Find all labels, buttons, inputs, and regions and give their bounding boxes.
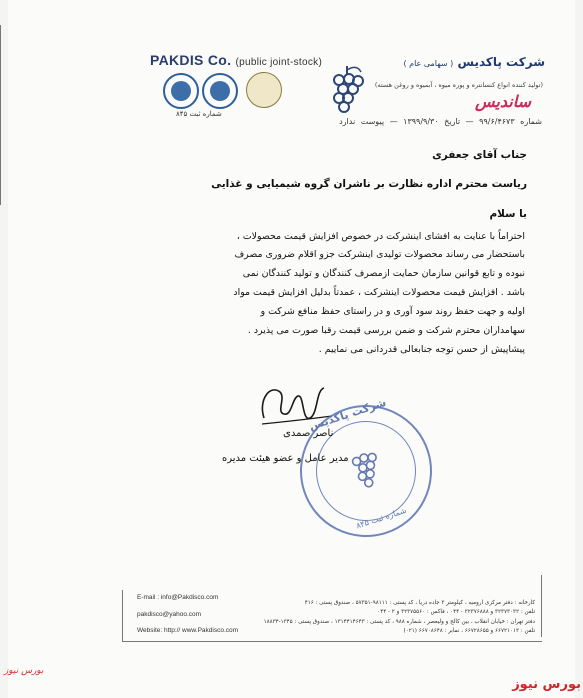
body-line: اولیه و جهت حفظ روند سود آوری و در راستای حفظ منافع شرکت و bbox=[260, 306, 525, 317]
company-stamp: شرکت پاکدیس شماره ثبت ۸۴۵ bbox=[283, 388, 449, 554]
scan-edge bbox=[0, 25, 1, 205]
company-description: (تولید کننده انواع کنسانتره و پوره میوه ، آبمیوه و روغن هسته) bbox=[374, 81, 543, 89]
brand-logo: ساندیس bbox=[475, 92, 531, 111]
footer-website: Website: http:// www.Pakdisco.com bbox=[137, 627, 239, 634]
signer-title: مدیر عامل و عضو هیئت مدیره bbox=[222, 453, 349, 464]
scan-edge bbox=[122, 641, 542, 642]
footer-address: تلفن : ۶۶۷۲۱۰۱۲ و ۶۶۷۲۸۶۵۵ ، نمابر : ۶۶۷۰۸۶۴۸ (۰۲۱) bbox=[403, 628, 535, 634]
footer-email: E-mail : info@Pakdisco.com bbox=[137, 594, 219, 601]
body-line: احتراماً با عنایت به افشای اینشرکت در خصوص افزایش قیمت محصولات ، bbox=[236, 231, 525, 242]
news-brand-watermark: بورس نیوز bbox=[512, 677, 581, 692]
addressee: جناب آقای جعفری bbox=[432, 149, 527, 161]
body-line: باشد . افزایش قیمت محصولات اینشرکت ، عمدتاً بدلیل افزایش قیمت مواد bbox=[233, 287, 525, 298]
footer-email-alt: pakdisco@yahoo.com bbox=[137, 611, 202, 618]
body-line: سهامداران محترم شرکت و ضمن بررسی قیمت رقبا صورت می پذیرد . bbox=[247, 325, 525, 336]
iso-seal-icon bbox=[202, 73, 238, 109]
company-name-fa: شرکت پاکدیس ( سهامی عام ) bbox=[403, 55, 545, 69]
corner-watermark: بورس نیوز bbox=[4, 666, 44, 676]
signer-name: ناصر صمدی bbox=[283, 428, 334, 439]
scan-edge bbox=[541, 575, 542, 637]
reference-line: شماره ۹۹/۶/۴۶۷۳ — تاریخ ۱۳۹۹/۹/۳۰ — پیوست ندارد bbox=[339, 117, 542, 126]
body-line: نبوده و تابع قوانین سازمان حمایت ازمصرف کنندگان و تولید کنندگان نمی bbox=[242, 268, 525, 279]
grape-logo-icon bbox=[327, 62, 367, 114]
body-line: پیشاپیش از حسن توجه جنابعالی قدردانی می نماییم . bbox=[318, 344, 525, 355]
footer-address: تلفن : ۳۲۳۷۳۰۳۲ و ۳۲۳۷۶۸۸۸ - ۰۴۴ ، فاکس : ۳۲۳۷۵۵۶۰ و ۲ - ۰۴۴ bbox=[377, 609, 535, 615]
footer-address: دفتر تهران : خیابان انقلاب ، بین کالج و ولیعصر ، شماره ۹۸۸ ، کد پستی : ۱۳۱۴۴۱۴۶۴۳ ، صندوق پستی : ۱۳۴۵-۱۸۸۳۴ bbox=[263, 619, 535, 625]
greeting: با سلام bbox=[489, 208, 527, 220]
iso-seal-icon bbox=[163, 73, 199, 109]
registration-number: شماره ثبت ۸۴۵ bbox=[176, 110, 222, 118]
company-name-en: PAKDIS Co. (public joint-stock) bbox=[150, 52, 323, 68]
footer-address: کارخانه : دفتر مرکزی ارومیه ، کیلومتر ۳ جاده دریا ، کد پستی : ۹۸۱۱۱-۵۷۳۵۱ ، صندوق پستی : ۴۱۶ bbox=[304, 600, 535, 606]
body-line: باستحضار می رساند محصولات تولیدی اینشرکت جزو اقلام ضروری مصرف bbox=[234, 249, 525, 260]
addressee-title: ریاست محترم اداره نظارت بر ناشران گروه شیمیایی و غذایی bbox=[211, 178, 527, 190]
award-crest-icon bbox=[246, 72, 282, 108]
scan-edge bbox=[122, 590, 123, 642]
